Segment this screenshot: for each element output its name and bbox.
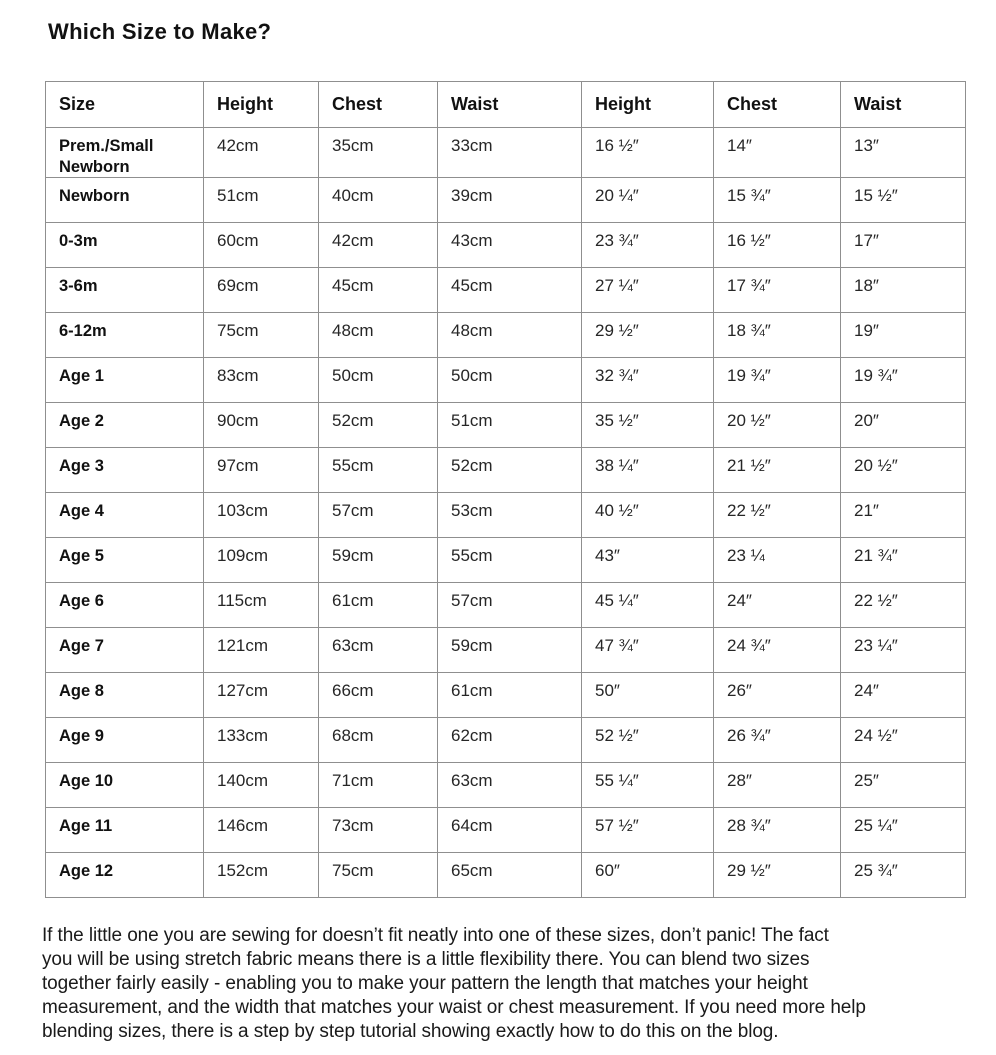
cell-height-in: 57 ½″: [582, 808, 714, 853]
cell-chest-cm: 73cm: [319, 808, 438, 853]
table-row: [46, 128, 966, 178]
cell-chest-cm: 57cm: [319, 493, 438, 538]
cell-waist-cm: 63cm: [438, 763, 582, 808]
cell-waist-cm: 61cm: [438, 673, 582, 718]
cell-height-cm: 133cm: [204, 718, 319, 763]
cell-height-in: 40 ½″: [582, 493, 714, 538]
column-header-height-in: Height: [582, 82, 714, 128]
table-row: [46, 853, 966, 898]
cell-height-cm: 75cm: [204, 313, 319, 358]
document-page: [0, 19, 996, 1055]
cell-height-in: 38 ¼″: [582, 448, 714, 493]
advice-paragraph-line: If the little one you are sewing for doesn’t fit neatly into one of these sizes, don’t panic! The fact: [42, 925, 829, 947]
cell-size-label: Age 9: [46, 718, 204, 763]
cell-size-label: Age 3: [46, 448, 204, 493]
cell-waist-cm: 45cm: [438, 268, 582, 313]
cell-waist-in: 15 ½″: [841, 178, 966, 223]
column-header-size: Size: [46, 82, 204, 128]
cell-height-in: 32 ¾″: [582, 358, 714, 403]
cell-chest-cm: 59cm: [319, 538, 438, 583]
table-header-row: [46, 82, 966, 128]
cell-height-cm: 127cm: [204, 673, 319, 718]
table-row: [46, 808, 966, 853]
cell-height-in: 47 ¾″: [582, 628, 714, 673]
column-header-waist-in: Waist: [841, 82, 966, 128]
cell-height-in: 16 ½″: [582, 128, 714, 178]
cell-height-in: 29 ½″: [582, 313, 714, 358]
cell-chest-cm: 55cm: [319, 448, 438, 493]
cell-waist-in: 25″: [841, 763, 966, 808]
cell-height-cm: 42cm: [204, 128, 319, 178]
cell-waist-in: 25 ¾″: [841, 853, 966, 898]
cell-height-in: 23 ¾″: [582, 223, 714, 268]
cell-waist-in: 21 ¾″: [841, 538, 966, 583]
cell-height-cm: 140cm: [204, 763, 319, 808]
cell-waist-in: 18″: [841, 268, 966, 313]
cell-size-label: Age 2: [46, 403, 204, 448]
cell-size-label: Age 8: [46, 673, 204, 718]
table-row: [46, 313, 966, 358]
cell-height-in: 45 ¼″: [582, 583, 714, 628]
cell-chest-in: 24″: [714, 583, 841, 628]
cell-waist-in: 21″: [841, 493, 966, 538]
column-header-waist-cm: Waist: [438, 82, 582, 128]
cell-height-cm: 97cm: [204, 448, 319, 493]
cell-waist-in: 17″: [841, 223, 966, 268]
column-header-height-cm: Height: [204, 82, 319, 128]
table-row: [46, 583, 966, 628]
cell-chest-in: 21 ½″: [714, 448, 841, 493]
advice-paragraph-line: you will be using stretch fabric means there is a little flexibility there. You can blend two sizes: [42, 949, 810, 971]
cell-chest-in: 26 ¾″: [714, 718, 841, 763]
cell-waist-in: 24″: [841, 673, 966, 718]
advice-paragraph: [42, 924, 996, 1044]
cell-size-label: Age 11: [46, 808, 204, 853]
cell-waist-cm: 53cm: [438, 493, 582, 538]
cell-chest-in: 15 ¾″: [714, 178, 841, 223]
cell-chest-cm: 42cm: [319, 223, 438, 268]
cell-size-label: Age 1: [46, 358, 204, 403]
cell-height-cm: 146cm: [204, 808, 319, 853]
table-row: [46, 493, 966, 538]
cell-chest-in: 14″: [714, 128, 841, 178]
page-title: Which Size to Make?: [48, 19, 272, 44]
table-row: [46, 673, 966, 718]
cell-chest-in: 19 ¾″: [714, 358, 841, 403]
cell-height-in: 20 ¼″: [582, 178, 714, 223]
cell-chest-in: 22 ½″: [714, 493, 841, 538]
cell-waist-in: 19 ¾″: [841, 358, 966, 403]
cell-chest-in: 26″: [714, 673, 841, 718]
cell-waist-cm: 51cm: [438, 403, 582, 448]
cell-chest-cm: 40cm: [319, 178, 438, 223]
cell-height-cm: 83cm: [204, 358, 319, 403]
column-header-chest-cm: Chest: [319, 82, 438, 128]
cell-chest-in: 18 ¾″: [714, 313, 841, 358]
cell-size-label: Newborn: [46, 178, 204, 223]
cell-height-cm: 60cm: [204, 223, 319, 268]
cell-chest-in: 23 ¼: [714, 538, 841, 583]
cell-size-label: 6-12m: [46, 313, 204, 358]
cell-waist-cm: 33cm: [438, 128, 582, 178]
cell-height-cm: 152cm: [204, 853, 319, 898]
column-header-chest-in: Chest: [714, 82, 841, 128]
advice-paragraph-line: together fairly easily - enabling you to make your pattern the length that matches your height: [42, 973, 808, 995]
cell-waist-cm: 64cm: [438, 808, 582, 853]
table-row: [46, 718, 966, 763]
cell-chest-cm: 35cm: [319, 128, 438, 178]
cell-chest-cm: 45cm: [319, 268, 438, 313]
cell-height-in: 52 ½″: [582, 718, 714, 763]
cell-chest-in: 28 ¾″: [714, 808, 841, 853]
table-row: [46, 448, 966, 493]
cell-chest-in: 24 ¾″: [714, 628, 841, 673]
cell-height-in: 27 ¼″: [582, 268, 714, 313]
cell-chest-cm: 75cm: [319, 853, 438, 898]
cell-height-in: 55 ¼″: [582, 763, 714, 808]
cell-waist-in: 24 ½″: [841, 718, 966, 763]
cell-chest-cm: 71cm: [319, 763, 438, 808]
cell-chest-cm: 52cm: [319, 403, 438, 448]
table-row: [46, 223, 966, 268]
table-body: [46, 128, 966, 898]
cell-waist-cm: 59cm: [438, 628, 582, 673]
cell-size-label: Age 6: [46, 583, 204, 628]
cell-waist-cm: 65cm: [438, 853, 582, 898]
cell-chest-cm: 63cm: [319, 628, 438, 673]
table-row: [46, 358, 966, 403]
cell-waist-cm: 62cm: [438, 718, 582, 763]
table-row: [46, 538, 966, 583]
cell-chest-in: 29 ½″: [714, 853, 841, 898]
cell-waist-cm: 50cm: [438, 358, 582, 403]
table-row: [46, 763, 966, 808]
cell-waist-cm: 48cm: [438, 313, 582, 358]
cell-waist-cm: 57cm: [438, 583, 582, 628]
cell-waist-in: 20 ½″: [841, 448, 966, 493]
cell-height-in: 60″: [582, 853, 714, 898]
cell-size-label: 3-6m: [46, 268, 204, 313]
cell-height-cm: 51cm: [204, 178, 319, 223]
cell-waist-in: 20″: [841, 403, 966, 448]
cell-chest-in: 17 ¾″: [714, 268, 841, 313]
cell-size-label: Age 10: [46, 763, 204, 808]
cell-waist-in: 13″: [841, 128, 966, 178]
cell-height-cm: 121cm: [204, 628, 319, 673]
cell-chest-cm: 66cm: [319, 673, 438, 718]
cell-size-label: Age 5: [46, 538, 204, 583]
cell-waist-in: 22 ½″: [841, 583, 966, 628]
cell-chest-in: 28″: [714, 763, 841, 808]
cell-waist-in: 25 ¼″: [841, 808, 966, 853]
table-row: [46, 403, 966, 448]
cell-size-label: 0-3m: [46, 223, 204, 268]
cell-height-in: 35 ½″: [582, 403, 714, 448]
cell-waist-cm: 55cm: [438, 538, 582, 583]
table-row: [46, 178, 966, 223]
cell-waist-cm: 52cm: [438, 448, 582, 493]
cell-height-cm: 69cm: [204, 268, 319, 313]
cell-height-cm: 103cm: [204, 493, 319, 538]
cell-chest-cm: 50cm: [319, 358, 438, 403]
cell-chest-cm: 48cm: [319, 313, 438, 358]
cell-size-label: Age 4: [46, 493, 204, 538]
cell-size-label: Age 7: [46, 628, 204, 673]
cell-waist-in: 23 ¼″: [841, 628, 966, 673]
cell-chest-cm: 61cm: [319, 583, 438, 628]
table-row: [46, 268, 966, 313]
cell-waist-in: 19″: [841, 313, 966, 358]
table-row: [46, 628, 966, 673]
advice-paragraph-line: measurement, and the width that matches your waist or chest measurement. If you need more help: [42, 997, 866, 1019]
cell-height-cm: 90cm: [204, 403, 319, 448]
cell-size-label: Age 12: [46, 853, 204, 898]
cell-height-cm: 109cm: [204, 538, 319, 583]
cell-height-in: 43″: [582, 538, 714, 583]
cell-chest-cm: 68cm: [319, 718, 438, 763]
cell-chest-in: 16 ½″: [714, 223, 841, 268]
advice-paragraph-line: blending sizes, there is a step by step tutorial showing exactly how to do this on the blog.: [42, 1021, 779, 1043]
cell-height-cm: 115cm: [204, 583, 319, 628]
cell-waist-cm: 43cm: [438, 223, 582, 268]
cell-chest-in: 20 ½″: [714, 403, 841, 448]
cell-waist-cm: 39cm: [438, 178, 582, 223]
cell-size-label: Prem./Small Newborn: [46, 128, 204, 178]
cell-height-in: 50″: [582, 673, 714, 718]
size-chart-table: [45, 81, 966, 898]
